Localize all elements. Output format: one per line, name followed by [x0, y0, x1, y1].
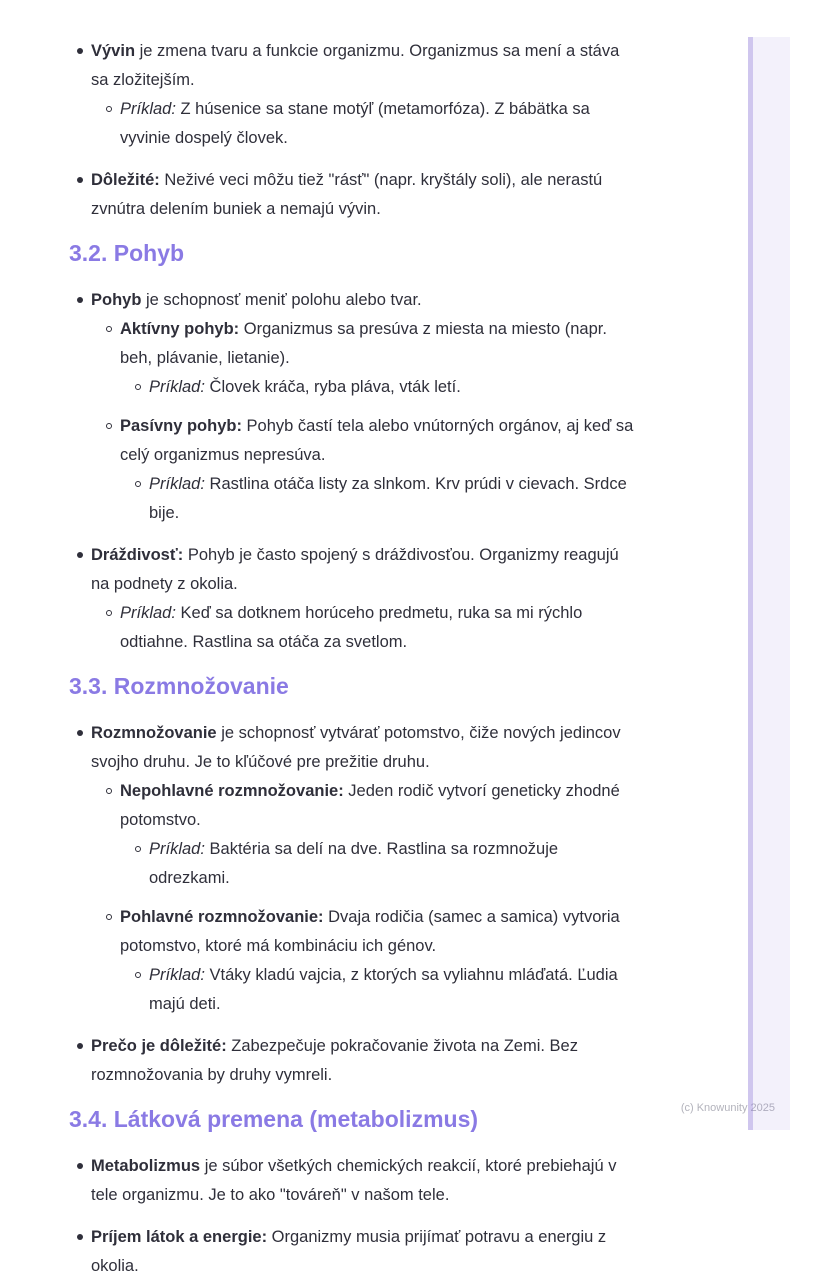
sub-list-item — [75, 599, 638, 657]
bullet-circle-icon — [106, 914, 112, 920]
list-item-text: Príklad: Keď sa dotknem horúceho predmetu, ruka sa mi rýchlo odtiahne. Rastlina sa otáča za svetlom. — [120, 604, 583, 651]
list-item-text: Príklad: Vtáky kladú vajcia, z ktorých sa vyliahnu mláďatá. Ľudia majú deti. — [149, 966, 618, 1013]
list-item-text: Príklad: Baktéria sa delí na dve. Rastlina sa rozmnožuje odrezkami. — [149, 840, 559, 887]
list-item — [75, 1032, 638, 1090]
strip-fill — [753, 37, 790, 1130]
section-heading: 3.4. Látková premena (metabolizmus) — [69, 1106, 479, 1132]
bullet-disc-icon — [77, 730, 83, 736]
list-item-text: Aktívny pohyb: Organizmus sa presúva z miesta na miesto (napr. beh, plávanie, lietanie). — [120, 320, 607, 367]
list-item-text: Dráždivosť: Pohyb je často spojený s dráždivosťou. Organizmy reagujú na podnety z okolia. — [91, 546, 619, 593]
list-item — [75, 37, 638, 95]
bullet-disc-icon — [77, 1043, 83, 1049]
bullet-disc-icon — [77, 1234, 83, 1240]
bullet-circle-icon — [106, 423, 112, 429]
bullet-circle-icon — [135, 972, 141, 978]
list-item-text: Pasívny pohyb: Pohyb častí tela alebo vnútorných orgánov, aj keď sa celý organizmus nepresúva. — [120, 417, 634, 464]
list-item-text: Rozmnožovanie je schopnosť vytvárať potomstvo, čiže nových jedincov svojho druhu. Je to kľúčové pre prežitie druhu. — [91, 724, 621, 771]
list-item-text: Príjem látok a energie: Organizmy musia prijímať potravu a energiu z okolia. — [91, 1228, 607, 1275]
sub-list-item — [75, 373, 638, 402]
list-item-text: Príklad: Človek kráča, ryba pláva, vták letí. — [149, 378, 461, 396]
section-heading: 3.3. Rozmnožovanie — [69, 673, 289, 699]
sub-list-item — [75, 470, 638, 528]
sub-list-item — [75, 777, 638, 835]
list-item-text: Príklad: Rastlina otáča listy za slnkom. Krv prúdi v cievach. Srdce bije. — [149, 475, 627, 522]
list-item — [75, 541, 638, 599]
section-heading: 3.2. Pohyb — [69, 240, 185, 266]
document-content — [69, 37, 638, 1281]
bullet-circle-icon — [106, 326, 112, 332]
sub-list-item — [75, 412, 638, 470]
bullet-circle-icon — [135, 384, 141, 390]
list-item-text: Pohlavné rozmnožovanie: Dvaja rodičia (samec a samica) vytvoria potomstvo, ktoré má kombináciu ich génov. — [120, 908, 620, 955]
bullet-disc-icon — [77, 48, 83, 54]
sub-list-item — [75, 315, 638, 373]
list-item-text: Pohyb je schopnosť meniť polohu alebo tvar. — [91, 291, 422, 309]
list-item-text: Príklad: Z húsenice sa stane motýľ (metamorfóza). Z bábätka sa vyvinie dospelý človek. — [120, 100, 590, 147]
list-item — [75, 1152, 638, 1210]
list-item-text: Nepohlavné rozmnožovanie: Jeden rodič vytvorí geneticky zhodné potomstvo. — [120, 782, 620, 829]
sub-list-item — [75, 835, 638, 893]
sub-list-item — [75, 903, 638, 961]
bullet-disc-icon — [77, 1163, 83, 1169]
list-item-text: Prečo je dôležité: Zabezpečuje pokračovanie života na Zemi. Bez rozmnožovania by druhy vymreli. — [91, 1037, 578, 1084]
bullet-disc-icon — [77, 552, 83, 558]
bullet-circle-icon — [135, 481, 141, 487]
page-edge-highlight-strip — [748, 37, 790, 1130]
list-item — [75, 166, 638, 224]
list-item — [75, 1223, 638, 1281]
bullet-disc-icon — [77, 297, 83, 303]
strip-accent-line — [748, 37, 753, 1130]
list-item — [75, 719, 638, 777]
bullet-circle-icon — [106, 610, 112, 616]
bullet-circle-icon — [106, 106, 112, 112]
sub-list-item — [75, 961, 638, 1019]
list-item — [75, 286, 638, 315]
sub-list-item — [75, 95, 638, 153]
bullet-circle-icon — [135, 846, 141, 852]
copyright-watermark: (c) Knowunity 2025 — [680, 1102, 775, 1114]
list-item-text: Metabolizmus je súbor všetkých chemických reakcií, ktoré prebiehajú v tele organizmu. Je to ako "továreň" v našom tele. — [91, 1157, 617, 1204]
bullet-circle-icon — [106, 788, 112, 794]
list-item-text: Dôležité: Neživé veci môžu tiež "rásť" (napr. kryštály soli), ale nerastú zvnútra delením buniek a nemajú vývin. — [91, 171, 603, 218]
list-item-text: Vývin je zmena tvaru a funkcie organizmu. Organizmus sa mení a stáva sa zložitejším. — [91, 42, 620, 89]
bullet-disc-icon — [77, 177, 83, 183]
